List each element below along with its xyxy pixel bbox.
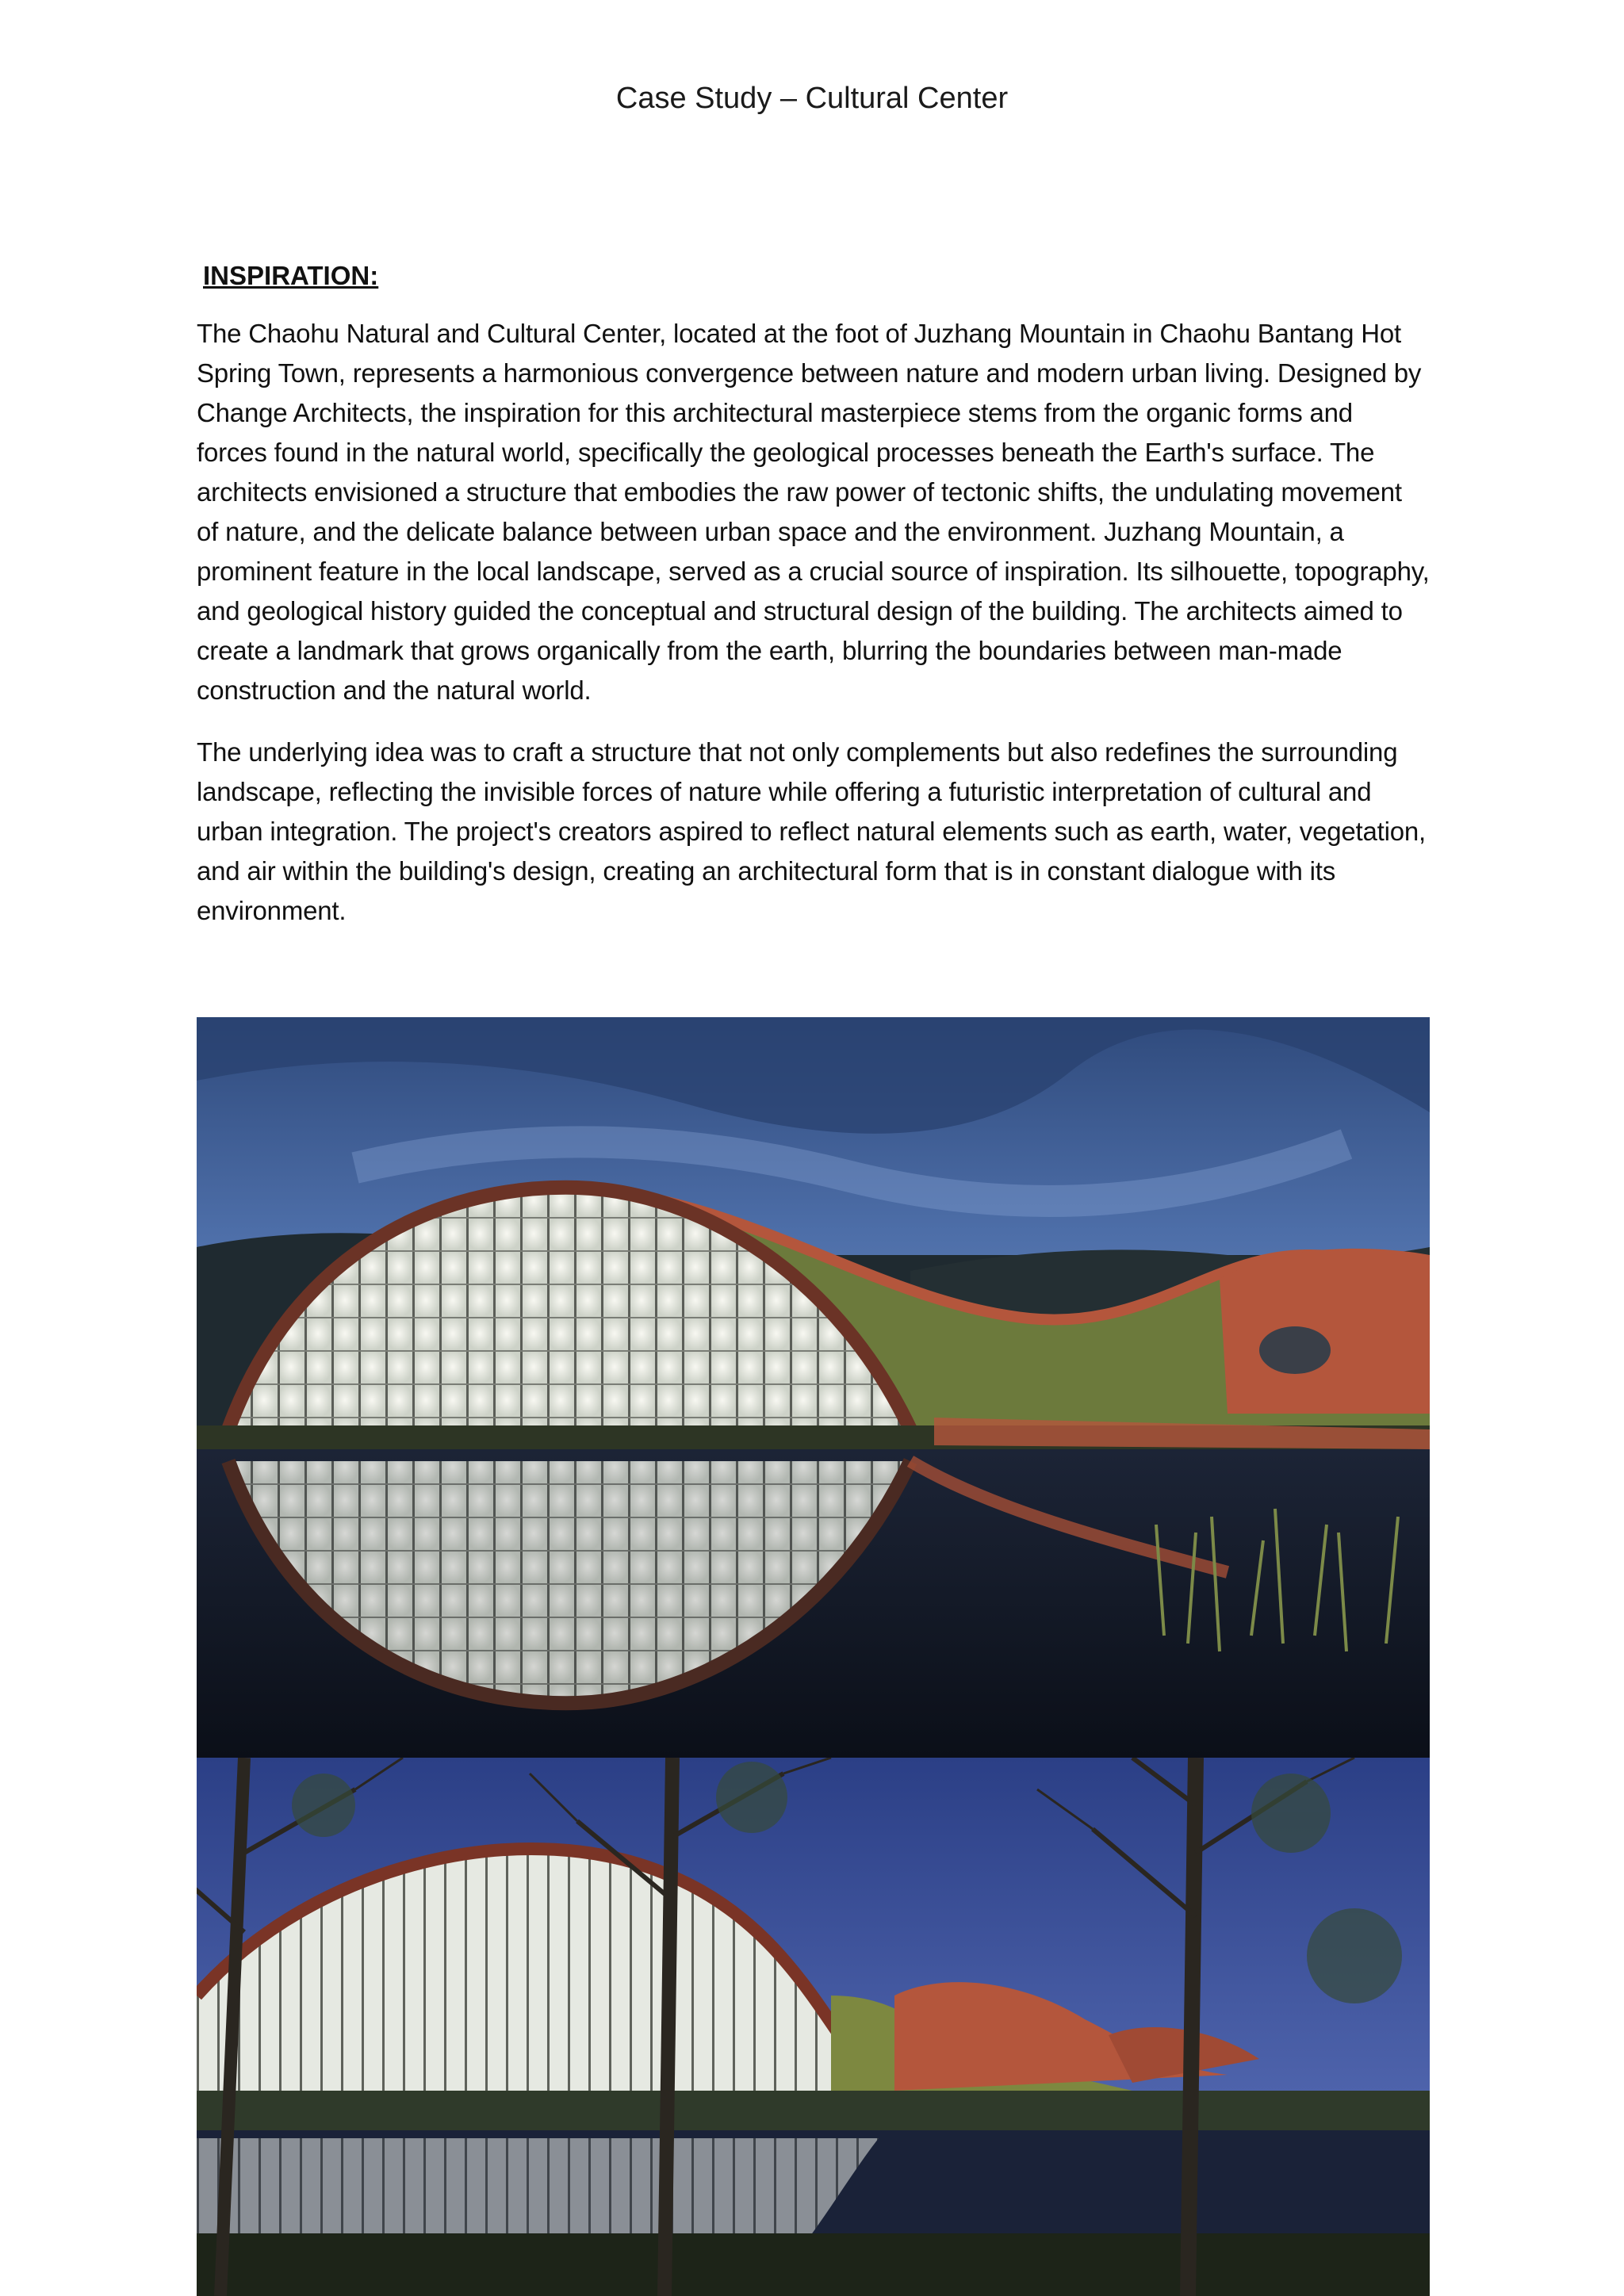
document-body xyxy=(197,258,1430,953)
page-title: Case Study – Cultural Center xyxy=(615,82,1009,115)
section-heading: INSPIRATION: xyxy=(203,261,379,290)
building-photo-night-reflection xyxy=(197,1017,1430,1758)
paragraph-1: The Chaohu Natural and Cultural Center, located at the foot of Juzhang Mountain in Chaohu Bantang Hot Spring Town, represents a harmonious convergence between nature and modern urban living. Designed by Change Architects, the inspiration for this architectural masterpiece stems from the organic forms and forces found in the natural world, specifically the geological processes beneath the Earth's surface. The architects envisioned a structure that embodies the raw power of tectonic shifts, the undulating movement of nature, and the delicate balance between urban space and the environment. Juzhang Mountain, a prominent feature in the local landscape, served as a crucial source of inspiration. Its silhouette, topography, and geological history guided the conceptual and structural design of the building. The architects aimed to create a landmark that grows organically from the earth, blurring the boundaries between man-made construction and the natural world. xyxy=(197,319,1430,705)
building-photo-through-trees xyxy=(197,1758,1430,2296)
paragraph-2: The underlying idea was to craft a structure that not only complements but also redefines the surrounding landscape, reflecting the invisible forces of nature while offering a futuristic interpretation of cultural and urban integration. The project's creators aspired to reflect natural elements such as earth, water, vegetation, and air within the building's design, creating an architectural form that is in constant dialogue with its environment. xyxy=(197,737,1427,925)
